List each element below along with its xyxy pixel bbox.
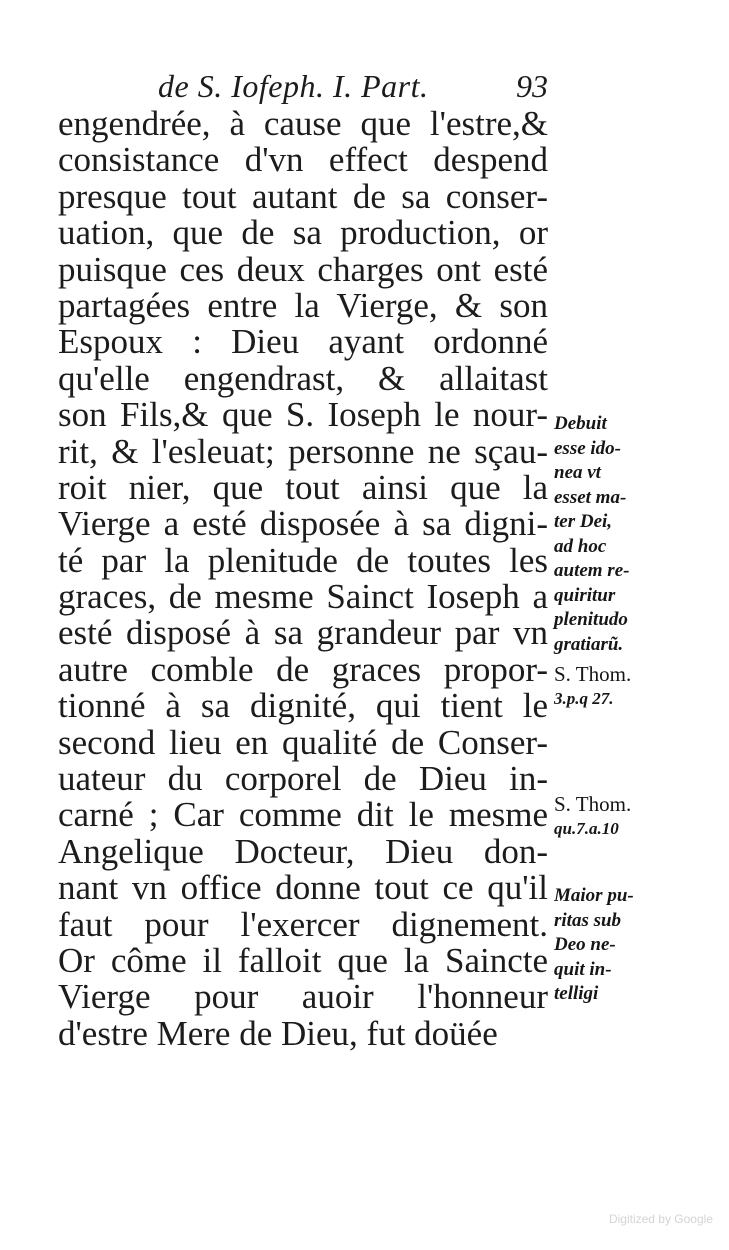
main-text-block bbox=[58, 106, 548, 1052]
marginal-note-line: Deo ne- bbox=[554, 934, 616, 955]
marginal-note-line: plenitudo bbox=[554, 609, 628, 630]
text-line: d'estre Mere de Dieu, fut doüée bbox=[58, 1013, 498, 1053]
page-number: 93 bbox=[516, 68, 548, 104]
text-line: second lieu en qualité de Conser- bbox=[58, 722, 548, 762]
text-line: esté disposé à sa grandeur par vn bbox=[58, 613, 548, 653]
marginal-note-line: esset ma- bbox=[554, 486, 627, 508]
marginal-note-line: esse ido- bbox=[554, 437, 622, 459]
marginal-note-line: ritas sub bbox=[554, 909, 622, 931]
marginal-note-line: autem re- bbox=[554, 560, 630, 581]
text-line: uation, que de sa production, or bbox=[58, 213, 548, 253]
text-line: puisque ces deux charges ont esté bbox=[58, 249, 548, 289]
marginal-note-line: S. Thom. bbox=[554, 662, 632, 686]
marginal-note-line: S. Thom. bbox=[554, 792, 632, 816]
marginal-note-line: ter Dei, bbox=[554, 511, 613, 532]
marginal-note-line: quiritur bbox=[554, 584, 616, 606]
text-line: rit, & l'esleuat; personne ne sçau- bbox=[58, 431, 548, 471]
marginal-note-thomas-2 bbox=[554, 792, 631, 841]
marginal-note-thomas-1 bbox=[554, 662, 631, 711]
text-line: partagées entre la Vierge, & son bbox=[58, 285, 548, 325]
marginal-note-line: qu.7.a.10 bbox=[554, 818, 619, 838]
text-line: presque tout autant de sa conser- bbox=[58, 176, 548, 216]
marginal-note-line: ad hoc bbox=[554, 535, 607, 557]
running-header bbox=[158, 68, 548, 108]
marginal-note-line: gratiarũ. bbox=[554, 633, 624, 655]
text-line: qu'elle engendrast, & allaitast bbox=[58, 358, 548, 398]
text-line: tionné à sa dignité, qui tient le bbox=[58, 686, 548, 726]
text-line: autre comble de graces propor- bbox=[58, 649, 548, 689]
text-line: engendrée, à cause que l'estre,& bbox=[58, 104, 548, 143]
text-line: faut pour l'exercer dignement. bbox=[58, 904, 548, 944]
running-title: de S. Iofeph. I. Part. bbox=[158, 68, 429, 104]
text-line: Vierge a esté disposée à sa digni- bbox=[58, 504, 548, 544]
marginal-note-line: quit in- bbox=[554, 958, 612, 980]
text-line: carné ; Car comme dit le mesme bbox=[58, 795, 548, 835]
text-line: roit nier, que tout ainsi que la bbox=[58, 467, 548, 507]
text-line: graces, de mesme Sainct Ioseph a bbox=[58, 577, 548, 617]
text-line: consistance d'vn effect despend bbox=[58, 140, 548, 180]
text-line: Vierge pour auoir l'honneur bbox=[58, 977, 548, 1017]
text-line: son Fils,& que S. Ioseph le nour- bbox=[58, 395, 548, 435]
text-line: té par la plenitude de toutes les bbox=[58, 540, 548, 580]
text-line: nant vn office donne tout ce qu'il bbox=[58, 868, 548, 908]
digitization-watermark: Digitized by Google bbox=[608, 1212, 713, 1226]
text-line: uateur du corporel de Dieu in- bbox=[58, 759, 548, 799]
text-line: Angelique Docteur, Dieu don- bbox=[58, 831, 548, 871]
marginal-note-line: nea vt bbox=[554, 462, 601, 483]
marginal-note-maior-puritas bbox=[554, 884, 634, 1007]
marginal-note-line: Debuit bbox=[554, 413, 607, 434]
marginal-note-line: Maior pu- bbox=[554, 885, 634, 906]
marginal-note-line: 3.p.q 27. bbox=[554, 688, 614, 708]
text-line: Or côme il falloit que la Saincte bbox=[58, 940, 548, 980]
marginal-note-debuit bbox=[554, 412, 629, 657]
marginal-note-line: telligi bbox=[554, 983, 599, 1004]
text-line: Espoux : Dieu ayant ordonné bbox=[58, 322, 548, 362]
